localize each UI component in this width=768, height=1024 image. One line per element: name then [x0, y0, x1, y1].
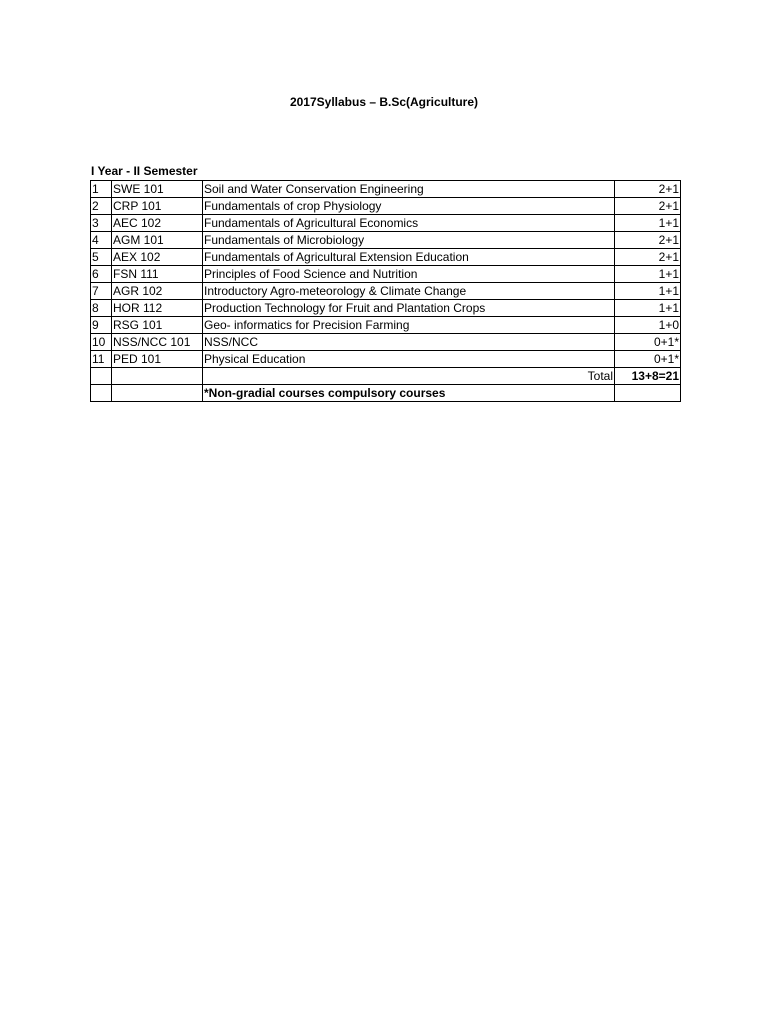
course-code: PED 101	[112, 351, 203, 368]
course-number: 2	[91, 198, 112, 215]
footnote: *Non-gradial courses compulsory courses	[203, 385, 615, 402]
course-number: 10	[91, 334, 112, 351]
course-credits: 2+1	[615, 181, 681, 198]
course-number: 11	[91, 351, 112, 368]
course-number: 8	[91, 300, 112, 317]
note-row	[91, 385, 681, 402]
table-row	[91, 215, 681, 232]
course-code: AGR 102	[112, 283, 203, 300]
table-row	[91, 181, 681, 198]
course-code: RSG 101	[112, 317, 203, 334]
course-rows	[91, 181, 681, 402]
course-number: 6	[91, 266, 112, 283]
empty-cell	[91, 385, 112, 402]
course-title: Soil and Water Conservation Engineering	[203, 181, 615, 198]
course-code: NSS/NCC 101	[112, 334, 203, 351]
course-credits: 1+1	[615, 215, 681, 232]
course-number: 1	[91, 181, 112, 198]
course-credits: 2+1	[615, 249, 681, 266]
course-code: AEX 102	[112, 249, 203, 266]
course-number: 7	[91, 283, 112, 300]
course-credits: 0+1*	[615, 334, 681, 351]
course-code: CRP 101	[112, 198, 203, 215]
section-heading: I Year - II Semester	[91, 164, 198, 178]
syllabus-table	[90, 180, 681, 402]
course-title: Fundamentals of Agricultural Extension Education	[203, 249, 615, 266]
total-row	[91, 368, 681, 385]
course-title: Fundamentals of crop Physiology	[203, 198, 615, 215]
table-row	[91, 334, 681, 351]
table-row	[91, 300, 681, 317]
total-label: Total	[203, 368, 615, 385]
course-code: AEC 102	[112, 215, 203, 232]
course-credits: 1+1	[615, 283, 681, 300]
course-title: NSS/NCC	[203, 334, 615, 351]
course-title: Introductory Agro-meteorology & Climate Change	[203, 283, 615, 300]
empty-cell	[112, 385, 203, 402]
total-credits: 13+8=21	[615, 368, 681, 385]
table-row	[91, 198, 681, 215]
course-credits: 1+1	[615, 266, 681, 283]
table-row	[91, 249, 681, 266]
course-number: 9	[91, 317, 112, 334]
course-code: HOR 112	[112, 300, 203, 317]
table-row	[91, 317, 681, 334]
course-title: Physical Education	[203, 351, 615, 368]
course-credits: 0+1*	[615, 351, 681, 368]
empty-cell	[615, 385, 681, 402]
table-row	[91, 232, 681, 249]
empty-cell	[112, 368, 203, 385]
course-code: AGM 101	[112, 232, 203, 249]
course-credits: 1+1	[615, 300, 681, 317]
course-title: Fundamentals of Microbiology	[203, 232, 615, 249]
document-title: 2017Syllabus – B.Sc(Agriculture)	[289, 95, 479, 109]
course-code: SWE 101	[112, 181, 203, 198]
course-number: 5	[91, 249, 112, 266]
course-number: 3	[91, 215, 112, 232]
course-number: 4	[91, 232, 112, 249]
course-title: Geo- informatics for Precision Farming	[203, 317, 615, 334]
empty-cell	[91, 368, 112, 385]
course-credits: 2+1	[615, 232, 681, 249]
course-title: Production Technology for Fruit and Plantation Crops	[203, 300, 615, 317]
table-row	[91, 283, 681, 300]
table-row	[91, 351, 681, 368]
course-code: FSN 111	[112, 266, 203, 283]
table-row	[91, 266, 681, 283]
course-title: Fundamentals of Agricultural Economics	[203, 215, 615, 232]
course-title: Principles of Food Science and Nutrition	[203, 266, 615, 283]
course-credits: 2+1	[615, 198, 681, 215]
course-credits: 1+0	[615, 317, 681, 334]
